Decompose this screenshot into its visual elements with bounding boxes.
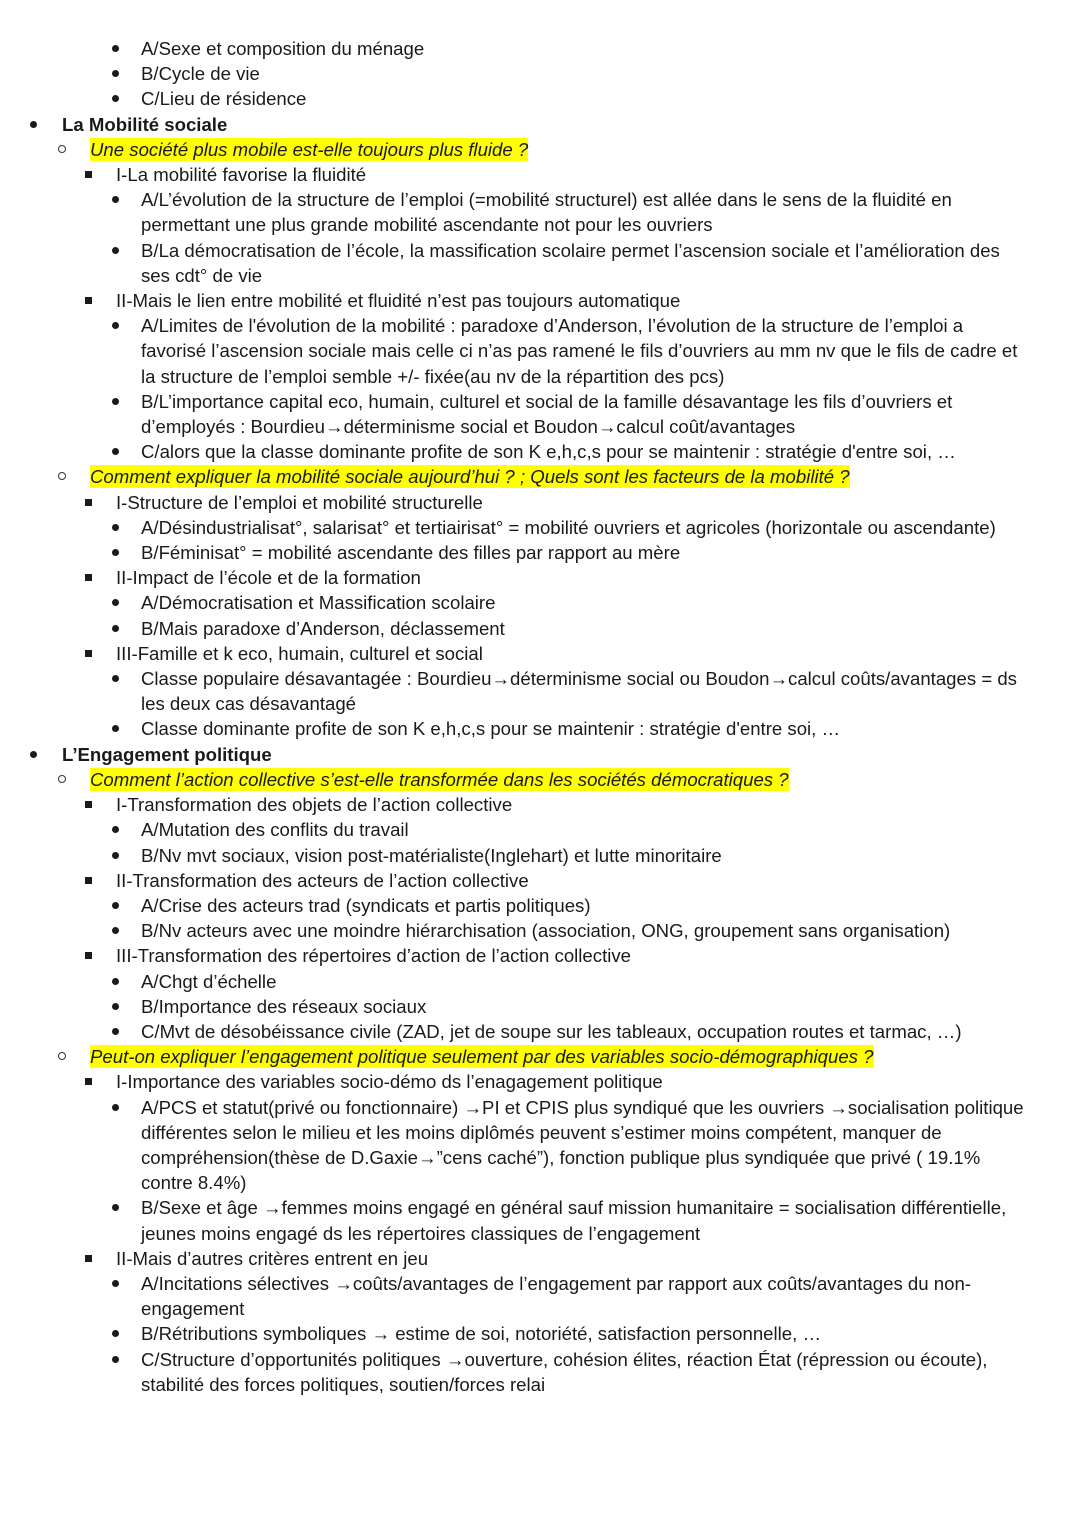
point-item xyxy=(0,893,1080,918)
item-text: B/La démocratisation de l’école, la massification scolaire permet l’ascension sociale et l’amélioration des ses cdt° de vie xyxy=(141,239,1000,286)
bullet-icon xyxy=(30,121,37,128)
point-item xyxy=(0,515,1080,540)
point-item xyxy=(0,1019,1080,1044)
square-bullet-icon xyxy=(85,1078,92,1085)
item-text: A/PCS et statut(privé ou fonctionnaire) →PI et CPIS plus syndiqué que les ouvriers →socialisation politique différentes selon le milieu et les moins diplômés peuvent s’estimer moins compétent, manquer de compréhension(thèse de D.Gaxie→”cens caché”), fonction publique plus syndiquée que privé ( 19.1% contre 8.4%) xyxy=(141,1096,1024,1194)
part-heading xyxy=(0,1069,1080,1094)
part-heading xyxy=(0,1246,1080,1271)
bullet-icon xyxy=(112,1356,119,1363)
item-text: B/Nv acteurs avec une moindre hiérarchisation (association, ONG, groupement sans organisation) xyxy=(141,920,951,942)
section-heading xyxy=(0,742,1080,767)
square-bullet-icon xyxy=(85,650,92,657)
part-heading xyxy=(0,868,1080,893)
bullet-icon xyxy=(112,978,119,985)
bullet-icon xyxy=(112,902,119,909)
point-item xyxy=(0,666,1080,716)
point-item xyxy=(0,86,1080,111)
item-text: B/Nv mvt sociaux, vision post-matérialiste(Inglehart) et lutte minoritaire xyxy=(141,844,722,866)
circle-bullet-icon xyxy=(58,775,66,783)
point-item xyxy=(0,616,1080,641)
part-heading xyxy=(0,641,1080,666)
item-text: B/Cycle de vie xyxy=(141,63,260,85)
part-heading xyxy=(0,792,1080,817)
point-item xyxy=(0,1321,1080,1346)
item-text: C/Mvt de désobéissance civile (ZAD, jet de soupe sur les tableaux, occupation routes et tarmac, …) xyxy=(141,1020,962,1042)
item-text: L’Engagement politique xyxy=(62,743,272,765)
square-bullet-icon xyxy=(85,499,92,506)
item-text: A/Chgt d’échelle xyxy=(141,970,277,992)
section-heading xyxy=(0,112,1080,137)
item-text: C/Lieu de résidence xyxy=(141,88,307,110)
item-text: C/Structure d’opportunités politiques →ouverture, cohésion élites, réaction État (répression ou écoute), stabilité des forces politiques, soutien/forces relai xyxy=(141,1348,988,1395)
bullet-icon xyxy=(112,625,119,632)
item-text: I-Transformation des objets de l’action collective xyxy=(116,794,513,816)
point-item xyxy=(0,969,1080,994)
point-item xyxy=(0,540,1080,565)
question-heading xyxy=(0,464,1080,489)
point-item xyxy=(0,1347,1080,1397)
item-text: Comment l’action collective s’est-elle transformée dans les sociétés démocratiques ? xyxy=(90,768,789,790)
bullet-icon xyxy=(112,524,119,531)
item-text: A/Désindustrialisat°, salarisat° et tertiairisat° = mobilité ouvriers et agricoles (horizontale ou ascendante) xyxy=(141,516,996,538)
bullet-icon xyxy=(112,1280,119,1287)
item-text: C/alors que la classe dominante profite de son K e,h,c,s pour se maintenir : stratégie d'entre soi, … xyxy=(141,441,956,463)
item-text: II-Mais d’autres critères entrent en jeu xyxy=(116,1247,429,1269)
item-text: I-Structure de l’emploi et mobilité structurelle xyxy=(116,491,483,513)
question-heading xyxy=(0,1044,1080,1069)
part-heading xyxy=(0,162,1080,187)
item-text: II-Impact de l’école et de la formation xyxy=(116,567,421,589)
part-heading xyxy=(0,565,1080,590)
bullet-icon xyxy=(112,852,119,859)
part-heading xyxy=(0,288,1080,313)
point-item xyxy=(0,716,1080,741)
square-bullet-icon xyxy=(85,1255,92,1262)
point-item xyxy=(0,313,1080,389)
point-item xyxy=(0,238,1080,288)
part-heading xyxy=(0,490,1080,515)
square-bullet-icon xyxy=(85,801,92,808)
item-text: A/Limites de l'évolution de la mobilité : paradoxe d’Anderson, l’évolution de la structure de l’emploi a favorisé l’ascension sociale mais celle ci n’as pas ramené le fils d’ouvriers au mm nv que le fils de cadre et la structure de l’emploi semble +/- fixée(au nv de la répartition des pcs) xyxy=(141,315,1018,387)
point-item xyxy=(0,1095,1080,1196)
square-bullet-icon xyxy=(85,574,92,581)
point-item xyxy=(0,389,1080,439)
point-item xyxy=(0,61,1080,86)
item-text: A/Incitations sélectives →coûts/avantages de l’engagement par rapport aux coûts/avantages du non-engagement xyxy=(141,1272,971,1320)
item-text: A/Démocratisation et Massification scolaire xyxy=(141,592,496,614)
point-item xyxy=(0,187,1080,237)
item-text: B/Rétributions symboliques → estime de soi, notoriété, satisfaction personnelle, … xyxy=(141,1323,822,1345)
square-bullet-icon xyxy=(85,952,92,959)
point-item xyxy=(0,1195,1080,1245)
bullet-icon xyxy=(112,1028,119,1035)
bullet-icon xyxy=(112,1104,119,1111)
point-item xyxy=(0,918,1080,943)
point-item xyxy=(0,817,1080,842)
item-text: B/Féminisat° = mobilité ascendante des filles par rapport au mère xyxy=(141,542,681,564)
bullet-icon xyxy=(30,751,37,758)
square-bullet-icon xyxy=(85,297,92,304)
item-text: Classe dominante profite de son K e,h,c,s pour se maintenir : stratégie d'entre soi, … xyxy=(141,718,841,740)
item-text: B/L’importance capital eco, humain, culturel et social de la famille désavantage les fils d’ouvriers et d’employés : Bourdieu→déterminisme social et Boudon→calcul coût/avantages xyxy=(141,390,953,438)
bullet-icon xyxy=(112,45,119,52)
point-item xyxy=(0,1271,1080,1321)
question-heading xyxy=(0,137,1080,162)
point-item xyxy=(0,843,1080,868)
item-text: Classe populaire désavantagée : Bourdieu→déterminisme social ou Boudon→calcul coûts/avantages = ds les deux cas désavantagé xyxy=(141,668,1017,715)
bullet-icon xyxy=(112,549,119,556)
item-text: A/Sexe et composition du ménage xyxy=(141,38,425,59)
point-item xyxy=(0,439,1080,464)
circle-bullet-icon xyxy=(58,145,66,153)
part-heading xyxy=(0,943,1080,968)
item-text: Une société plus mobile est-elle toujours plus fluide ? xyxy=(90,138,529,160)
square-bullet-icon xyxy=(85,171,92,178)
item-text: III-Famille et k eco, humain, culturel et social xyxy=(116,642,483,664)
item-text: Comment expliquer la mobilité sociale aujourd’hui ? ; Quels sont les facteurs de la mobilité ? xyxy=(90,466,850,488)
bullet-icon xyxy=(112,398,119,405)
item-text: I-La mobilité favorise la fluidité xyxy=(116,164,367,186)
item-text: Peut-on expliquer l’engagement politique seulement par des variables socio-démographiques ? xyxy=(90,1046,874,1068)
item-text: A/L’évolution de la structure de l’emploi (=mobilité structurel) est allée dans le sens de la fluidité en permettant une plus grande mobilité ascendante not pour les ouvriers xyxy=(141,189,952,236)
item-text: A/Crise des acteurs trad (syndicats et partis politiques) xyxy=(141,894,591,916)
item-text: I-Importance des variables socio-démo ds l’enagagement politique xyxy=(116,1071,663,1093)
item-text: II-Transformation des acteurs de l’action collective xyxy=(116,869,529,891)
item-text: B/Importance des réseaux sociaux xyxy=(141,995,427,1017)
point-item xyxy=(0,36,1080,61)
bullet-icon xyxy=(112,1003,119,1010)
question-heading xyxy=(0,767,1080,792)
item-text: B/Sexe et âge →femmes moins engagé en général sauf mission humanitaire = socialisation différentielle, jeunes moins engagé ds les répertoires classiques de l’engagement xyxy=(141,1197,1007,1244)
item-text: La Mobilité sociale xyxy=(62,113,228,135)
item-text: A/Mutation des conflits du travail xyxy=(141,819,409,841)
document-outline xyxy=(0,36,1080,1397)
item-text: B/Mais paradoxe d’Anderson, déclassement xyxy=(141,617,505,639)
point-item xyxy=(0,994,1080,1019)
square-bullet-icon xyxy=(85,877,92,884)
item-text: II-Mais le lien entre mobilité et fluidité n’est pas toujours automatique xyxy=(116,290,681,312)
item-text: III-Transformation des répertoires d’action de l’action collective xyxy=(116,945,632,967)
bullet-icon xyxy=(112,247,119,254)
point-item xyxy=(0,590,1080,615)
